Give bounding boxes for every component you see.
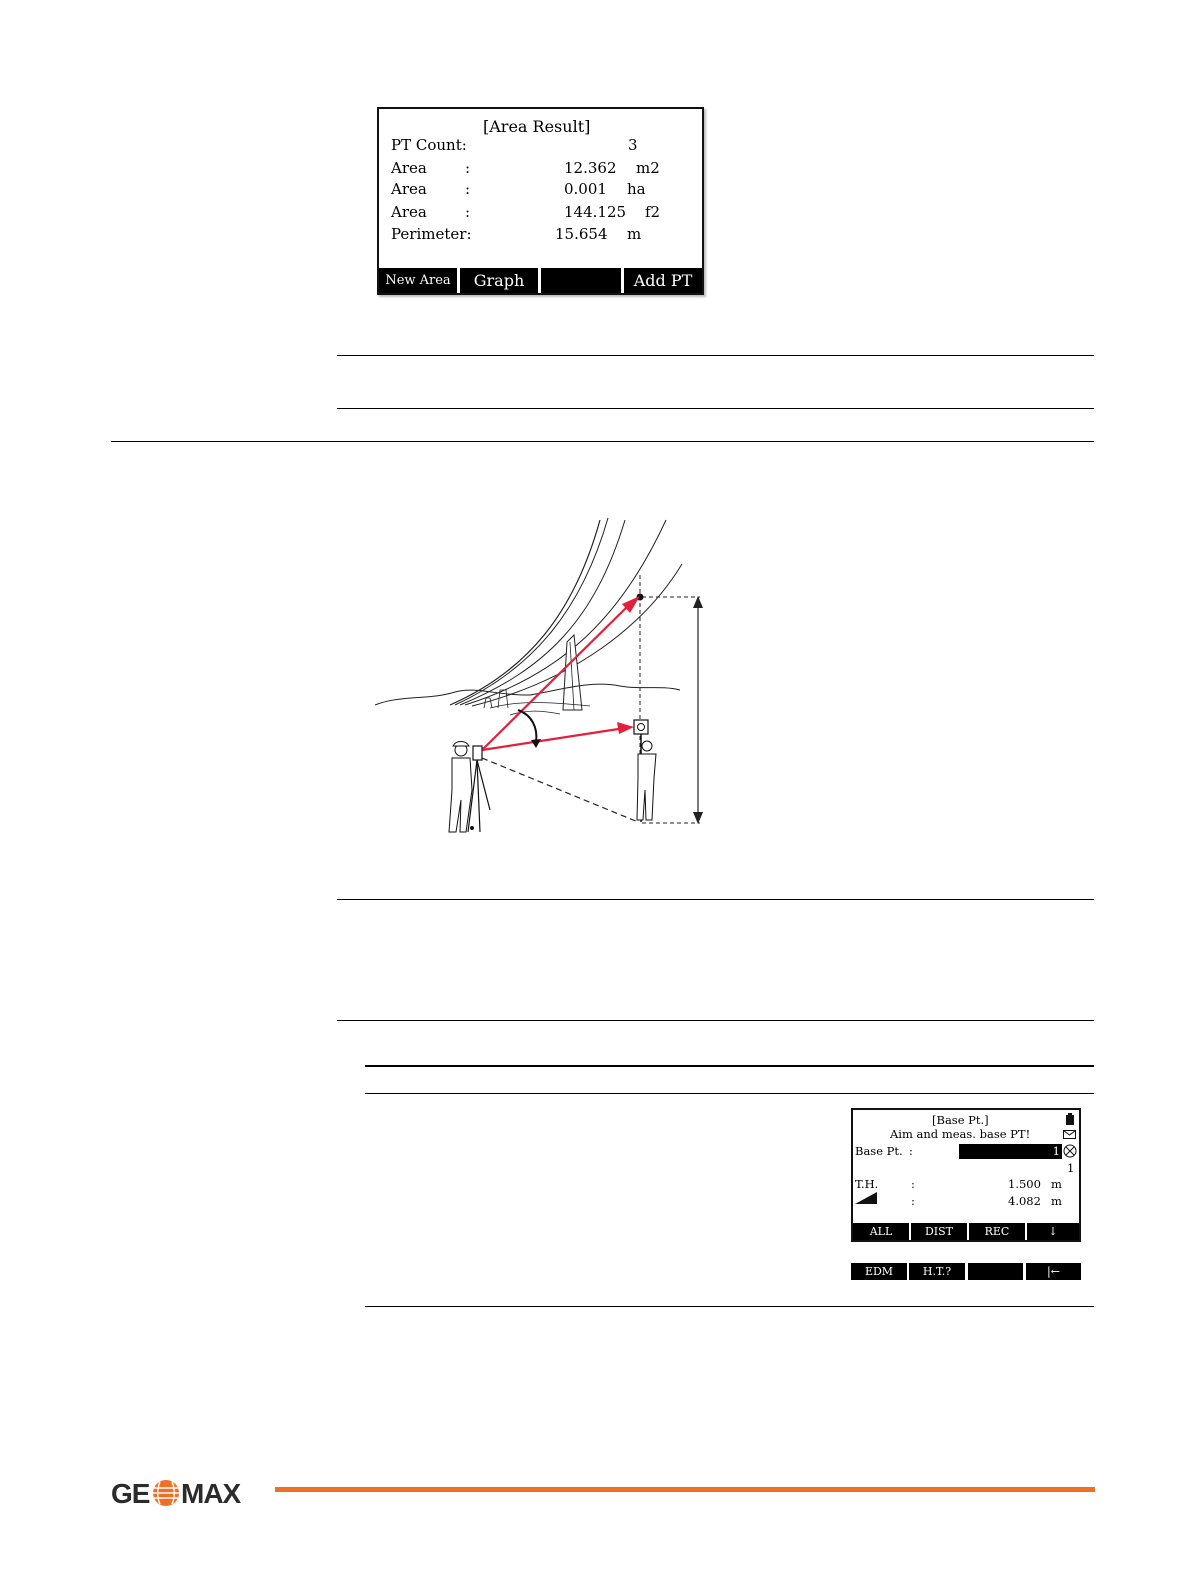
svg-text:GE: GE — [111, 1478, 150, 1509]
table-rule — [337, 408, 1094, 409]
area-colon: : — [465, 180, 471, 198]
area-colon: : — [465, 159, 471, 177]
area-colon: : — [465, 203, 471, 221]
table-rule — [337, 1020, 1094, 1021]
code-value: 1 — [1067, 1161, 1075, 1175]
geomax-logo-mark — [111, 1474, 261, 1510]
slope-distance-icon — [855, 1192, 879, 1205]
pt-count-label: PT Count: — [391, 136, 467, 154]
table-rule — [337, 899, 1094, 900]
area-result-screen — [377, 107, 704, 295]
geomax-logo — [111, 1474, 261, 1510]
area-value-ha: 0.001 — [564, 180, 607, 198]
empty-softkey[interactable] — [541, 268, 621, 293]
slope-distance-unit: m — [1051, 1194, 1062, 1208]
all-softkey[interactable]: ALL — [853, 1223, 909, 1240]
area-value-m2: 12.362 — [564, 159, 617, 177]
base-pt-label: Base Pt. — [855, 1144, 903, 1158]
table-rule — [365, 1093, 1094, 1094]
table-rule — [365, 1065, 1094, 1067]
remote-height-illustration — [360, 510, 720, 850]
pt-count-value: 3 — [628, 136, 638, 154]
base-pt-input[interactable] — [959, 1144, 1062, 1159]
perimeter-unit: m — [627, 225, 642, 243]
area-unit-ha: ha — [627, 180, 646, 198]
new-area-softkey[interactable]: New Area — [379, 268, 457, 293]
table-rule — [337, 355, 1094, 356]
base-pt-colon: : — [909, 1144, 913, 1158]
battery-icon — [1065, 1113, 1075, 1126]
edm-softkey[interactable]: EDM — [851, 1263, 907, 1280]
add-pt-softkey[interactable]: Add PT — [624, 268, 702, 293]
base-pt-value: 1 — [1052, 1144, 1060, 1158]
area-unit-m2: m2 — [636, 159, 660, 177]
base-pt-screen — [851, 1108, 1081, 1242]
area-value-f2: 144.125 — [564, 203, 627, 221]
target-height-unit: m — [1051, 1177, 1062, 1191]
prism-icon — [1063, 1143, 1077, 1159]
distance-colon: : — [911, 1194, 915, 1208]
instruction-message: Aim and meas. base PT! — [890, 1127, 1031, 1141]
page-down-softkey[interactable]: ↓ — [1027, 1223, 1079, 1240]
back-softkey[interactable]: |← — [1026, 1263, 1081, 1280]
area-label: Area — [391, 159, 427, 177]
perimeter-value: 15.654 — [555, 225, 608, 243]
empty-softkey[interactable] — [968, 1263, 1023, 1280]
area-unit-f2: f2 — [645, 203, 661, 221]
target-height-label: T.H. — [855, 1177, 879, 1191]
graph-softkey[interactable]: Graph — [460, 268, 538, 293]
screen-title: [Area Result] — [483, 117, 591, 136]
perimeter-label: Perimeter: — [391, 225, 472, 243]
footer-accent-bar — [275, 1487, 1095, 1492]
target-height-value: 1.500 — [1008, 1177, 1041, 1191]
slope-distance-value: 4.082 — [1008, 1194, 1041, 1208]
area-label: Area — [391, 203, 427, 221]
section-rule — [111, 441, 1094, 442]
ht-query-softkey[interactable]: H.T.? — [909, 1263, 965, 1280]
softkey-bar-page2 — [851, 1263, 1081, 1280]
rec-softkey[interactable]: REC — [969, 1223, 1025, 1240]
softkey-bar — [379, 268, 702, 293]
svg-text:MAX: MAX — [181, 1478, 241, 1509]
target-height-colon: : — [911, 1177, 915, 1191]
screen-title: [Base Pt.] — [932, 1113, 989, 1127]
area-label: Area — [391, 180, 427, 198]
table-rule — [365, 1306, 1094, 1307]
dist-softkey[interactable]: DIST — [911, 1223, 967, 1240]
envelope-icon — [1063, 1130, 1077, 1140]
